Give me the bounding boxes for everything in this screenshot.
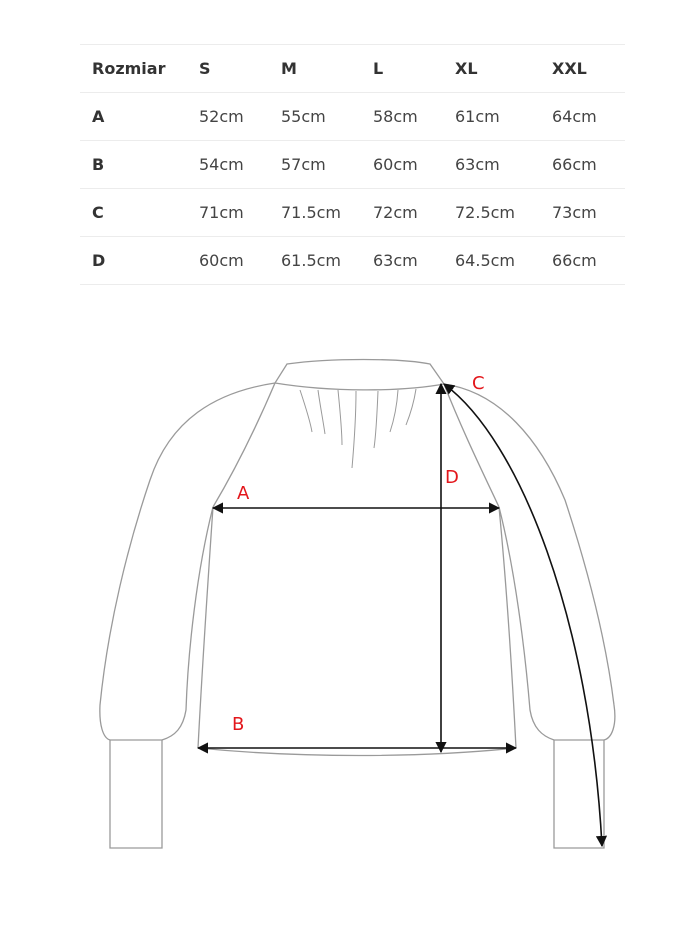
cell-b-xl: 63cm bbox=[443, 141, 540, 189]
header-l: L bbox=[361, 45, 443, 93]
cell-d-xl: 64.5cm bbox=[443, 237, 540, 285]
row-label-d: D bbox=[80, 237, 187, 285]
cell-b-l: 60cm bbox=[361, 141, 443, 189]
cell-d-s: 60cm bbox=[187, 237, 269, 285]
right-cuff bbox=[554, 740, 604, 848]
header-xxl: XXL bbox=[540, 45, 625, 93]
header-xl: XL bbox=[443, 45, 540, 93]
cell-a-s: 52cm bbox=[187, 93, 269, 141]
label-c: C bbox=[472, 373, 485, 394]
right-sleeve-outer bbox=[444, 384, 615, 740]
collar bbox=[275, 360, 444, 390]
row-label-c: C bbox=[80, 189, 187, 237]
cell-c-m: 71.5cm bbox=[269, 189, 361, 237]
size-table bbox=[80, 44, 625, 285]
cell-b-s: 54cm bbox=[187, 141, 269, 189]
table-row bbox=[80, 189, 625, 237]
garment-diagram bbox=[0, 340, 700, 880]
body-hem bbox=[198, 748, 516, 756]
right-raglan bbox=[444, 384, 499, 507]
cell-b-xxl: 66cm bbox=[540, 141, 625, 189]
cell-c-l: 72cm bbox=[361, 189, 443, 237]
table-header-row bbox=[80, 45, 625, 93]
cell-a-xxl: 64cm bbox=[540, 93, 625, 141]
cell-c-xxl: 73cm bbox=[540, 189, 625, 237]
header-s: S bbox=[187, 45, 269, 93]
header-m: M bbox=[269, 45, 361, 93]
row-label-b: B bbox=[80, 141, 187, 189]
cell-c-xl: 72.5cm bbox=[443, 189, 540, 237]
label-a: A bbox=[237, 483, 250, 504]
cell-a-l: 58cm bbox=[361, 93, 443, 141]
cell-a-m: 55cm bbox=[269, 93, 361, 141]
cell-a-xl: 61cm bbox=[443, 93, 540, 141]
label-d: D bbox=[445, 467, 459, 488]
cell-d-xxl: 66cm bbox=[540, 237, 625, 285]
cell-c-s: 71cm bbox=[187, 189, 269, 237]
neck-gathers bbox=[300, 389, 416, 468]
row-label-a: A bbox=[80, 93, 187, 141]
cell-b-m: 57cm bbox=[269, 141, 361, 189]
right-sleeve-inner bbox=[499, 507, 554, 740]
table-row bbox=[80, 237, 625, 285]
header-rozmiar: Rozmiar bbox=[80, 45, 187, 93]
cell-d-m: 61.5cm bbox=[269, 237, 361, 285]
blouse-outline bbox=[100, 360, 615, 849]
table-row bbox=[80, 93, 625, 141]
table-row bbox=[80, 141, 625, 189]
label-b: B bbox=[232, 714, 245, 735]
left-cuff bbox=[110, 740, 162, 848]
measure-line-c bbox=[444, 384, 602, 846]
cell-d-l: 63cm bbox=[361, 237, 443, 285]
